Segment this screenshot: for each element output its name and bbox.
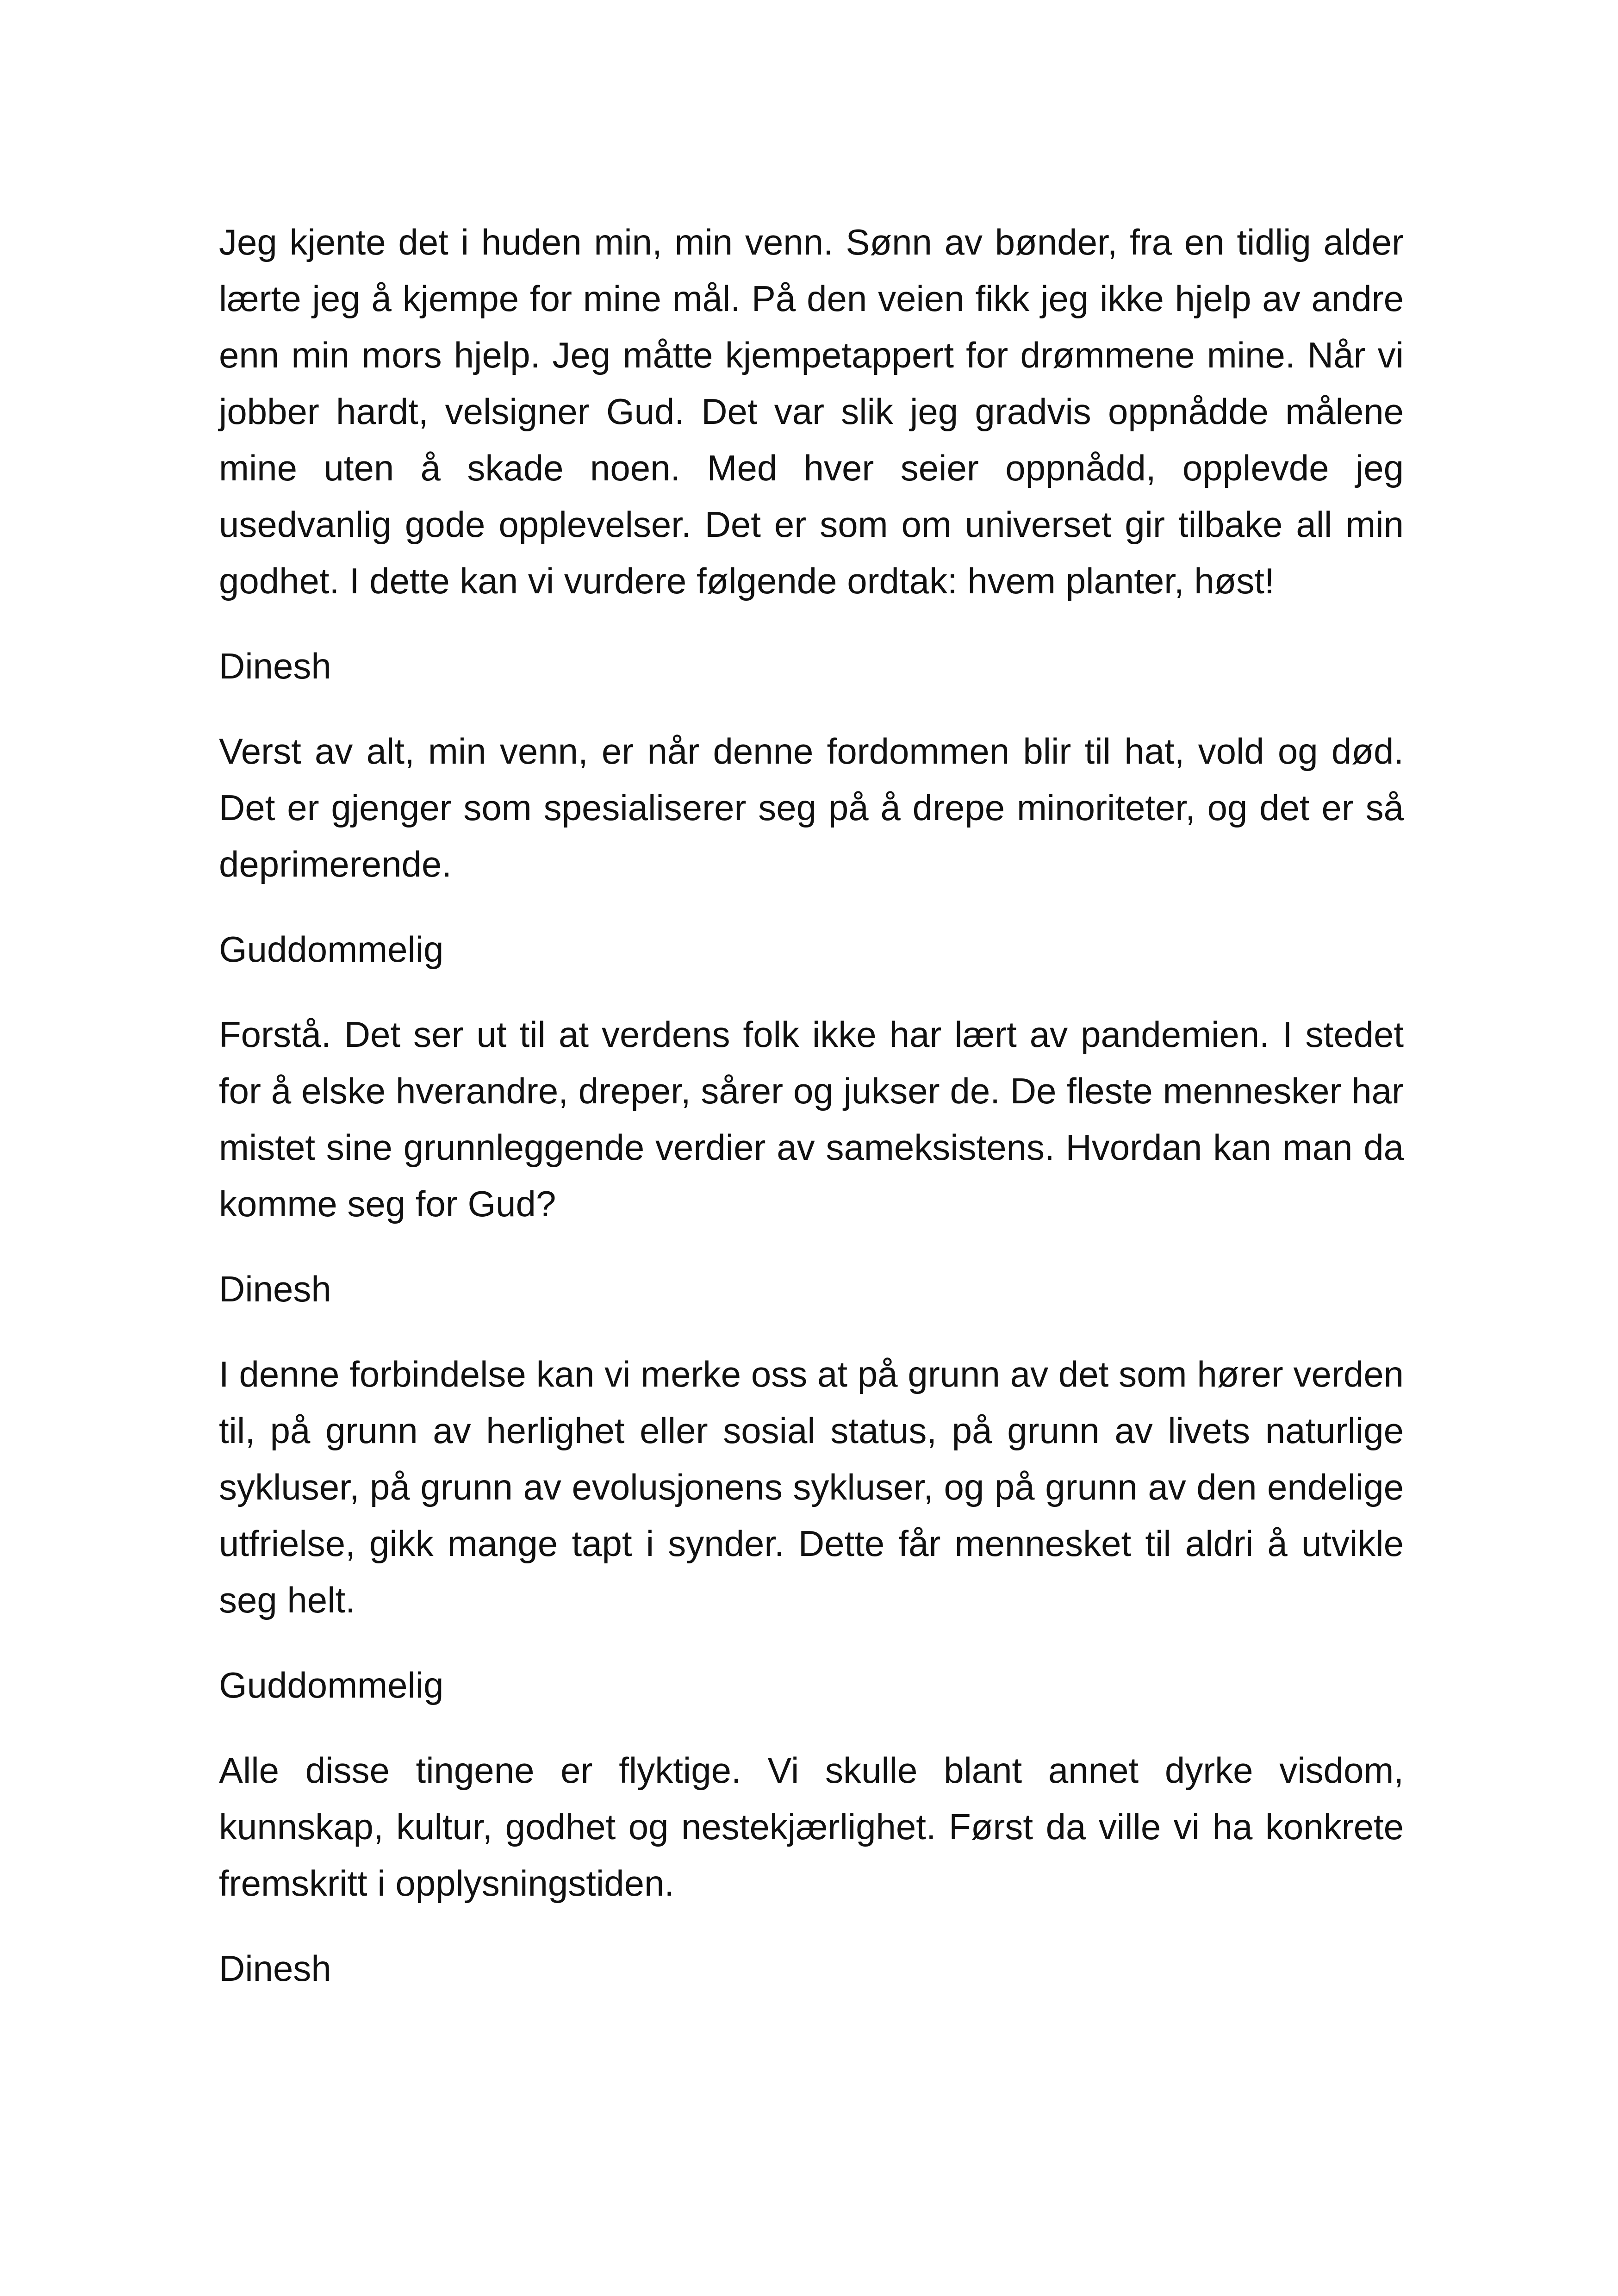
speaker-name: Guddommelig: [219, 929, 444, 970]
paragraph: Verst av alt, min venn, er når denne fordommen blir til hat, vold og død. Det er gjenger som spesialiserer seg på å drepe minoriteter, og det er så deprimerende.: [219, 731, 1404, 884]
speaker-name: Dinesh: [219, 646, 331, 686]
speaker-name: Dinesh: [219, 1948, 331, 1989]
speaker-name: Dinesh: [219, 1269, 331, 1309]
paragraph: I denne forbindelse kan vi merke oss at på grunn av det som hører verden til, på grunn av herlighet eller sosial status, på grunn av livets naturlige sykluser, på grunn av evolusjonens sykluser, og på grunn av den endelige utfrielse, gikk mange tapt i synder. Dette får mennesket til aldri å utvikle seg helt.: [219, 1354, 1404, 1620]
paragraph: Forstå. Det ser ut til at verdens folk ikke har lært av pandemien. I stedet for å elske hverandre, dreper, sårer og jukser de. De fleste mennesker har mistet sine grunnleggende verdier av sameksistens. Hvordan kan man da komme seg for Gud?: [219, 1014, 1404, 1224]
paragraph: Alle disse tingene er flyktige. Vi skulle blant annet dyrke visdom, kunnskap, kultur, godhet og nestekjærlighet. Først da ville vi ha konkrete fremskritt i opplysningstiden.: [219, 1750, 1404, 1904]
speaker-name: Guddommelig: [219, 1665, 444, 1705]
document-body: [219, 214, 1404, 2025]
paragraph: Jeg kjente det i huden min, min venn. Sønn av bønder, fra en tidlig alder lærte jeg å kjempe for mine mål. På den veien fikk jeg ikke hjelp av andre enn min mors hjelp. Jeg måtte kjempetappert for drømmene mine. Når vi jobber hardt, velsigner Gud. Det var slik jeg gradvis oppnådde målene mine uten å skade noen. Med hver seier oppnådd, opplevde jeg usedvanlig gode opplevelser. Det er som om universet gir tilbake all min godhet. I dette kan vi vurdere følgende ordtak: hvem planter, høst!: [219, 222, 1404, 601]
